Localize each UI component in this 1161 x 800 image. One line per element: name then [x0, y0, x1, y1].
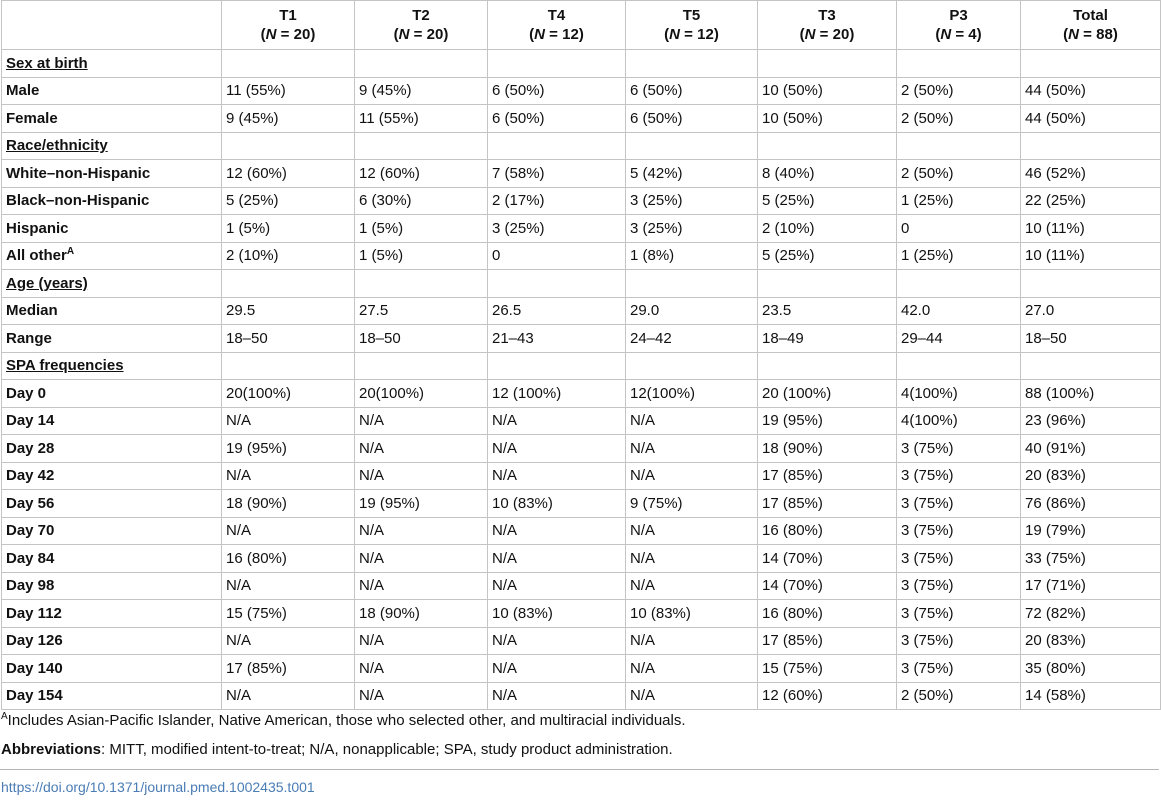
table-cell: 14 (58%) — [1021, 682, 1161, 710]
table-cell: 22 (25%) — [1021, 187, 1161, 215]
header-row — [2, 1, 1161, 50]
table-cell: 1 (8%) — [626, 242, 758, 270]
table-cell: 20(100%) — [355, 380, 488, 408]
row-label-cell — [2, 600, 222, 628]
row-label: Day 84 — [6, 549, 55, 567]
empty-cell — [222, 270, 355, 298]
section-title: SPA frequencies — [2, 352, 222, 380]
table-cell: N/A — [626, 572, 758, 600]
table-cell: N/A — [488, 682, 626, 710]
table-row — [2, 105, 1161, 133]
table-cell: 20 (83%) — [1021, 627, 1161, 655]
table-cell: 3 (25%) — [488, 215, 626, 243]
table-cell: 18 (90%) — [355, 600, 488, 628]
table-cell: 23.5 — [758, 297, 897, 325]
column-header-label: T4 — [547, 7, 566, 24]
table-cell: N/A — [222, 682, 355, 710]
section-row-race — [2, 132, 1161, 160]
table-cell: N/A — [222, 407, 355, 435]
empty-cell — [626, 132, 758, 160]
row-label: Day 126 — [6, 632, 63, 650]
table-cell: 20(100%) — [222, 380, 355, 408]
section-title: Age (years) — [2, 270, 222, 298]
column-header-t1: T1 (N = 20) — [222, 1, 355, 50]
table-cell: N/A — [488, 407, 626, 435]
demographics-table — [1, 0, 1161, 710]
table-cell: 72 (82%) — [1021, 600, 1161, 628]
table-cell: N/A — [355, 462, 488, 490]
table-cell: 21–43 — [488, 325, 626, 353]
abbreviations-text: : MITT, modified intent-to-treat; N/A, nonapplicable; SPA, study product administration. — [101, 741, 673, 758]
empty-cell — [488, 50, 626, 78]
table-cell: 46 (52%) — [1021, 160, 1161, 188]
table-cell: 18–50 — [355, 325, 488, 353]
divider — [0, 769, 1159, 770]
table-cell: 76 (86%) — [1021, 490, 1161, 518]
table-cell: 40 (91%) — [1021, 435, 1161, 463]
column-header-label: T2 — [412, 7, 430, 24]
empty-cell — [1021, 50, 1161, 78]
abbreviations-label: Abbreviations — [1, 741, 102, 758]
table-cell: 5 (42%) — [626, 160, 758, 188]
table-cell: N/A — [488, 655, 626, 683]
table-cell: 10 (83%) — [626, 600, 758, 628]
table-cell: 12 (60%) — [355, 160, 488, 188]
n-equals: = — [680, 26, 698, 43]
table-row — [2, 380, 1161, 408]
table-cell: 18 (90%) — [222, 490, 355, 518]
table-cell: N/A — [355, 407, 488, 435]
table-cell: 10 (83%) — [488, 600, 626, 628]
empty-cell — [897, 352, 1021, 380]
table-cell: 17 (85%) — [758, 490, 897, 518]
table-cell: 6 (30%) — [355, 187, 488, 215]
table-cell: 5 (25%) — [222, 187, 355, 215]
table-cell: N/A — [626, 627, 758, 655]
table-row — [2, 490, 1161, 518]
row-label-cell — [2, 160, 222, 188]
empty-cell — [355, 50, 488, 78]
empty-cell — [626, 50, 758, 78]
table-cell: 18–50 — [1021, 325, 1161, 353]
column-header-total: Total (N = 88) — [1021, 1, 1161, 50]
row-label-cell — [2, 380, 222, 408]
footnote-abbreviations — [1, 741, 673, 758]
row-label: Day 56 — [6, 494, 55, 512]
table-cell: 2 (50%) — [897, 160, 1021, 188]
row-label: Black–non-Hispanic — [6, 192, 150, 210]
row-label-cell — [2, 325, 222, 353]
table-cell: N/A — [355, 627, 488, 655]
table-row — [2, 600, 1161, 628]
table-row — [2, 297, 1161, 325]
empty-cell — [626, 270, 758, 298]
table-cell: N/A — [355, 572, 488, 600]
table-cell: 19 (95%) — [758, 407, 897, 435]
table-cell: N/A — [626, 407, 758, 435]
table-cell: 16 (80%) — [758, 600, 897, 628]
column-n-value: 12 — [697, 26, 714, 43]
section-row-age — [2, 270, 1161, 298]
table-cell: 19 (95%) — [355, 490, 488, 518]
row-label-cell — [2, 297, 222, 325]
table-cell: 3 (75%) — [897, 655, 1021, 683]
table-cell: N/A — [626, 517, 758, 545]
empty-cell — [897, 50, 1021, 78]
table-cell: N/A — [488, 572, 626, 600]
table-row — [2, 187, 1161, 215]
table-cell: 1 (5%) — [355, 215, 488, 243]
table-cell: 1 (25%) — [897, 187, 1021, 215]
table-cell: N/A — [222, 462, 355, 490]
table-row — [2, 682, 1161, 710]
table-row — [2, 407, 1161, 435]
section-title: Sex at birth — [2, 50, 222, 78]
n-symbol: N — [1068, 26, 1080, 43]
corner-cell — [2, 1, 222, 50]
empty-cell — [897, 132, 1021, 160]
row-label: Day 0 — [6, 384, 47, 402]
section-row-sex — [2, 50, 1161, 78]
table-cell: 18–50 — [222, 325, 355, 353]
row-label-cell — [2, 545, 222, 573]
row-label: Day 42 — [6, 467, 55, 485]
empty-cell — [897, 270, 1021, 298]
table-cell: 10 (50%) — [758, 105, 897, 133]
row-label-cell — [2, 517, 222, 545]
table-row — [2, 462, 1161, 490]
row-label: Day 154 — [6, 687, 63, 705]
empty-cell — [758, 270, 897, 298]
table-cell: 5 (25%) — [758, 187, 897, 215]
doi-link[interactable]: https://doi.org/10.1371/journal.pmed.1002435.t001 — [1, 779, 315, 795]
table-cell: 3 (75%) — [897, 435, 1021, 463]
n-symbol: N — [804, 26, 816, 43]
row-label: White–non-Hispanic — [6, 164, 151, 182]
row-label-cell — [2, 242, 222, 270]
table-cell: 9 (45%) — [222, 105, 355, 133]
n-equals: = — [815, 26, 833, 43]
table-cell: N/A — [626, 545, 758, 573]
table-cell: 14 (70%) — [758, 572, 897, 600]
row-label-cell — [2, 77, 222, 105]
table-row — [2, 160, 1161, 188]
table-cell: 1 (5%) — [355, 242, 488, 270]
table-row — [2, 325, 1161, 353]
table-cell: N/A — [222, 517, 355, 545]
table-cell: N/A — [626, 435, 758, 463]
table-cell: 12 (60%) — [758, 682, 897, 710]
table-cell: N/A — [488, 627, 626, 655]
table-cell: 27.5 — [355, 297, 488, 325]
table-cell: 3 (75%) — [897, 627, 1021, 655]
table-cell: 24–42 — [626, 325, 758, 353]
table-cell: N/A — [488, 517, 626, 545]
table-cell: 16 (80%) — [222, 545, 355, 573]
column-header-t4: T4 (N = 12) — [488, 1, 626, 50]
table-cell: 29.5 — [222, 297, 355, 325]
table-cell: N/A — [222, 627, 355, 655]
table-row — [2, 242, 1161, 270]
table-cell: 23 (96%) — [1021, 407, 1161, 435]
table-row — [2, 627, 1161, 655]
table-cell: 14 (70%) — [758, 545, 897, 573]
empty-cell — [488, 352, 626, 380]
table-cell: 12 (60%) — [222, 160, 355, 188]
empty-cell — [355, 270, 488, 298]
table-row — [2, 572, 1161, 600]
footnote-marker: A — [66, 246, 75, 258]
table-cell: N/A — [355, 435, 488, 463]
table-cell: N/A — [488, 545, 626, 573]
table-cell: 4(100%) — [897, 380, 1021, 408]
table-cell: 3 (75%) — [897, 545, 1021, 573]
table-cell: 2 (10%) — [222, 242, 355, 270]
table-cell: 19 (79%) — [1021, 517, 1161, 545]
column-n-value: 88 — [1096, 26, 1113, 43]
column-n-value: 20 — [293, 26, 311, 43]
row-label-cell — [2, 435, 222, 463]
table-cell: 2 (17%) — [488, 187, 626, 215]
n-equals: = — [951, 26, 969, 43]
column-header-t2: T2 (N = 20) — [355, 1, 488, 50]
row-label: Hispanic — [6, 219, 69, 237]
column-header-label: P3 — [949, 7, 968, 24]
row-label: Day 28 — [6, 439, 55, 457]
n-symbol: N — [398, 26, 410, 43]
table-row — [2, 545, 1161, 573]
table-cell: 17 (71%) — [1021, 572, 1161, 600]
table-row — [2, 77, 1161, 105]
table-cell: N/A — [626, 655, 758, 683]
column-header-label: T1 — [279, 7, 297, 24]
row-label-cell — [2, 105, 222, 133]
table-cell: 4(100%) — [897, 407, 1021, 435]
empty-cell — [355, 132, 488, 160]
row-label-cell — [2, 572, 222, 600]
empty-cell — [1021, 132, 1161, 160]
table-cell: 6 (50%) — [488, 77, 626, 105]
empty-cell — [488, 270, 626, 298]
column-header-t5: T5 (N = 12) — [626, 1, 758, 50]
table-cell: 5 (25%) — [758, 242, 897, 270]
table-body — [2, 50, 1161, 710]
table-cell: 10 (11%) — [1021, 242, 1161, 270]
row-label: All other — [6, 247, 67, 265]
table-cell: 20 (83%) — [1021, 462, 1161, 490]
empty-cell — [1021, 352, 1161, 380]
table-cell: 26.5 — [488, 297, 626, 325]
n-equals: = — [409, 26, 427, 43]
section-title: Race/ethnicity — [2, 132, 222, 160]
table-cell: 19 (95%) — [222, 435, 355, 463]
table-cell: N/A — [488, 462, 626, 490]
n-equals: = — [545, 26, 563, 43]
row-label: Day 14 — [6, 412, 55, 430]
table-cell: 29.0 — [626, 297, 758, 325]
row-label: Male — [6, 82, 40, 100]
table-cell: 6 (50%) — [488, 105, 626, 133]
n-symbol: N — [534, 26, 546, 43]
table-cell: N/A — [222, 572, 355, 600]
table-cell: 2 (50%) — [897, 682, 1021, 710]
table-cell: 2 (50%) — [897, 77, 1021, 105]
column-header-t3: T3 (N = 20) — [758, 1, 897, 50]
table-cell: 35 (80%) — [1021, 655, 1161, 683]
table-cell: 10 (50%) — [758, 77, 897, 105]
empty-cell — [758, 352, 897, 380]
empty-cell — [626, 352, 758, 380]
table-cell: 3 (25%) — [626, 215, 758, 243]
row-label: Day 70 — [6, 522, 55, 540]
row-label: Median — [6, 302, 58, 320]
table-cell: N/A — [355, 682, 488, 710]
n-symbol: N — [940, 26, 952, 43]
table-cell: 1 (5%) — [222, 215, 355, 243]
section-row-spa — [2, 352, 1161, 380]
table-row — [2, 435, 1161, 463]
row-label-cell — [2, 462, 222, 490]
table-row — [2, 215, 1161, 243]
footnote-a — [1, 712, 686, 729]
empty-cell — [488, 132, 626, 160]
table-cell: 3 (75%) — [897, 572, 1021, 600]
table-cell: N/A — [355, 517, 488, 545]
table-cell: 88 (100%) — [1021, 380, 1161, 408]
row-label: Day 98 — [6, 577, 55, 595]
empty-cell — [222, 352, 355, 380]
table-cell: 6 (50%) — [626, 77, 758, 105]
table-cell: 18 (90%) — [758, 435, 897, 463]
table-cell: 9 (75%) — [626, 490, 758, 518]
table-cell: 3 (75%) — [897, 600, 1021, 628]
empty-cell — [222, 50, 355, 78]
column-n-value: 4 — [968, 26, 977, 43]
n-symbol: N — [265, 26, 277, 43]
table-cell: N/A — [488, 435, 626, 463]
table-cell: 17 (85%) — [758, 462, 897, 490]
table-cell: N/A — [626, 462, 758, 490]
row-label-cell — [2, 627, 222, 655]
table-cell: 9 (45%) — [355, 77, 488, 105]
table-cell: 33 (75%) — [1021, 545, 1161, 573]
table-row — [2, 517, 1161, 545]
table-cell: 0 — [488, 242, 626, 270]
table-cell: N/A — [626, 682, 758, 710]
row-label: Range — [6, 329, 52, 347]
table-cell: 3 (75%) — [897, 462, 1021, 490]
table-cell: 10 (83%) — [488, 490, 626, 518]
row-label-cell — [2, 490, 222, 518]
table-cell: 17 (85%) — [758, 627, 897, 655]
column-header-label: T5 — [682, 7, 701, 24]
row-label-cell — [2, 682, 222, 710]
table-cell: 18–49 — [758, 325, 897, 353]
empty-cell — [758, 132, 897, 160]
column-header-p3: P3 (N = 4) — [897, 1, 1021, 50]
table-cell: 10 (11%) — [1021, 215, 1161, 243]
table-cell: 12(100%) — [626, 380, 758, 408]
table-cell: 44 (50%) — [1021, 77, 1161, 105]
column-n-value: 20 — [832, 26, 850, 43]
footnote-a-marker: A — [1, 711, 8, 722]
table-cell: 27.0 — [1021, 297, 1161, 325]
row-label-cell — [2, 407, 222, 435]
row-label: Female — [6, 109, 58, 127]
empty-cell — [1021, 270, 1161, 298]
table-cell: 3 (75%) — [897, 490, 1021, 518]
table-row — [2, 655, 1161, 683]
n-equals: = — [276, 26, 294, 43]
column-n-value: 12 — [562, 26, 579, 43]
column-header-label: Total — [1073, 7, 1108, 24]
table-cell: 0 — [897, 215, 1021, 243]
footnote-a-text: Includes Asian-Pacific Islander, Native American, those who selected other, and multiracial individuals. — [7, 712, 686, 729]
empty-cell — [758, 50, 897, 78]
table-cell: 11 (55%) — [222, 77, 355, 105]
table-cell: 3 (75%) — [897, 517, 1021, 545]
table-cell: N/A — [355, 545, 488, 573]
empty-cell — [222, 132, 355, 160]
table-cell: 8 (40%) — [758, 160, 897, 188]
column-n-value: 20 — [426, 26, 444, 43]
row-label: Day 140 — [6, 659, 63, 677]
table-cell: 44 (50%) — [1021, 105, 1161, 133]
n-symbol: N — [669, 26, 681, 43]
n-equals: = — [1079, 26, 1097, 43]
table-cell: N/A — [355, 655, 488, 683]
table-cell: 16 (80%) — [758, 517, 897, 545]
table-cell: 11 (55%) — [355, 105, 488, 133]
table-cell: 17 (85%) — [222, 655, 355, 683]
table-cell: 1 (25%) — [897, 242, 1021, 270]
table-cell: 7 (58%) — [488, 160, 626, 188]
table-cell: 29–44 — [897, 325, 1021, 353]
table-cell: 15 (75%) — [222, 600, 355, 628]
empty-cell — [355, 352, 488, 380]
column-header-label: T3 — [818, 7, 836, 24]
table-cell: 12 (100%) — [488, 380, 626, 408]
row-label-cell — [2, 187, 222, 215]
row-label-cell — [2, 215, 222, 243]
table-cell: 42.0 — [897, 297, 1021, 325]
table-cell: 2 (10%) — [758, 215, 897, 243]
table-cell: 3 (25%) — [626, 187, 758, 215]
row-label: Day 112 — [6, 604, 62, 622]
table-cell: 6 (50%) — [626, 105, 758, 133]
table-cell: 15 (75%) — [758, 655, 897, 683]
table-cell: 20 (100%) — [758, 380, 897, 408]
row-label-cell — [2, 655, 222, 683]
table-cell: 2 (50%) — [897, 105, 1021, 133]
